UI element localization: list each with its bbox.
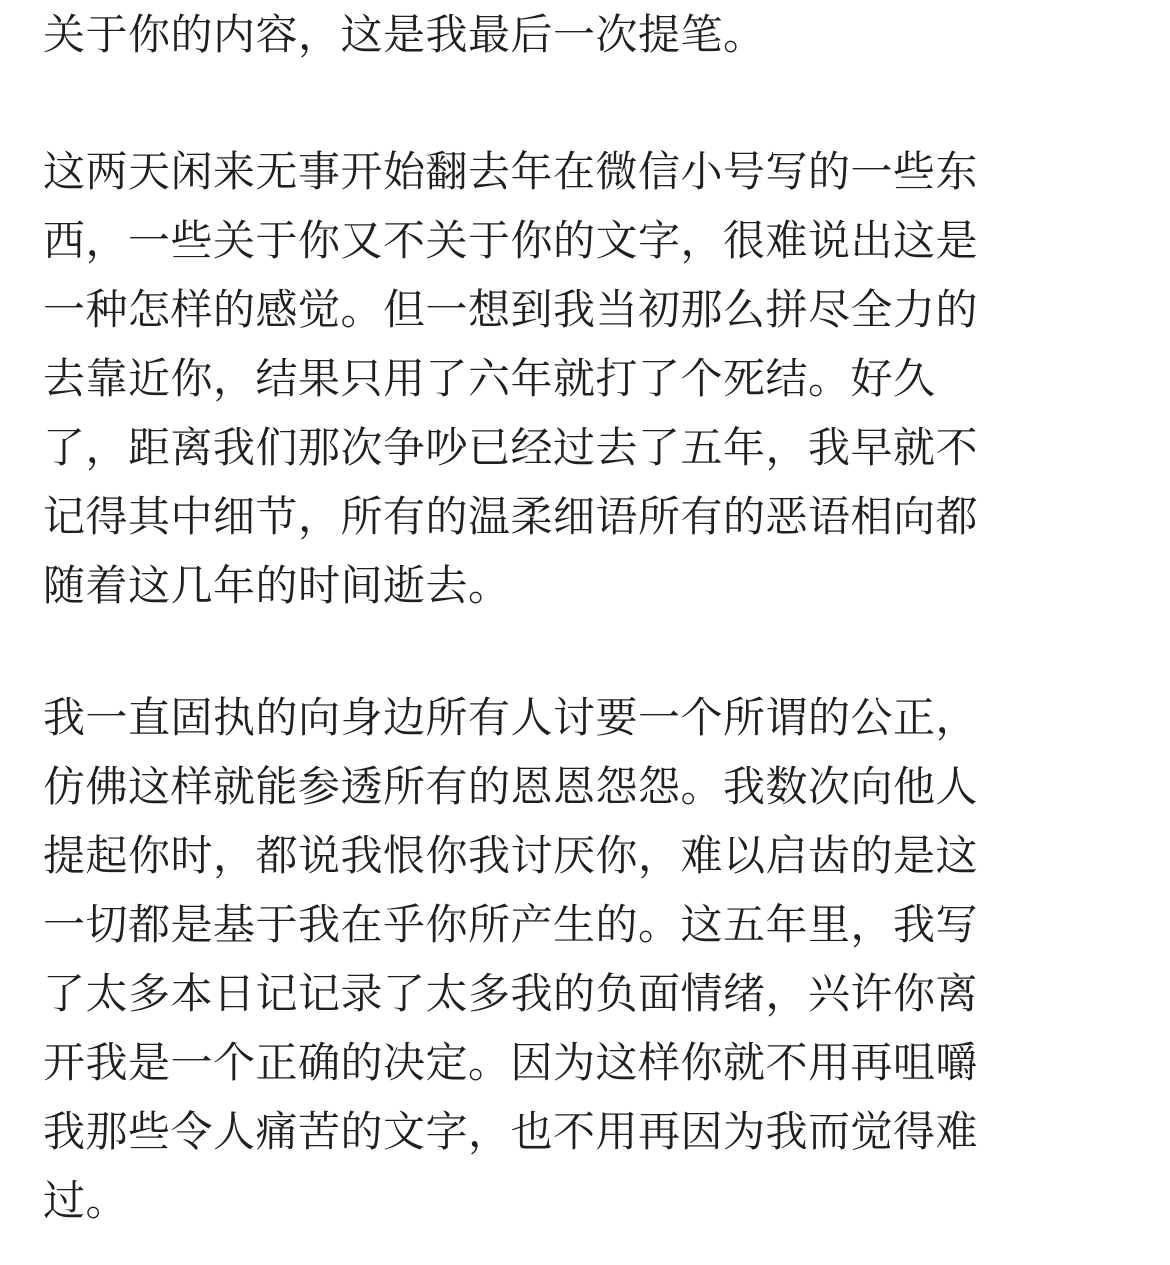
text-line: 开我是一个正确的决定。因为这样你就不用再咀嚼 bbox=[43, 1038, 979, 1087]
text-line: 一切都是基于我在乎你所产生的。这五年里，我写 bbox=[43, 900, 979, 949]
text-line: 了太多本日记记录了太多我的负面情绪，兴许你离 bbox=[43, 969, 979, 1018]
paragraph-2 bbox=[43, 137, 978, 620]
text-line: 西，一些关于你又不关于你的文字，很难说出这是 bbox=[43, 216, 979, 265]
article-body bbox=[43, 0, 1133, 1265]
text-line: 我那些令人痛苦的文字，也不用再因为我而觉得难 bbox=[43, 1107, 979, 1156]
text-line: 仿佛这样就能参透所有的恩恩怨怨。我数次向他人 bbox=[43, 762, 979, 811]
text-line: 提起你时，都说我恨你我讨厌你，难以启齿的是这 bbox=[43, 831, 979, 880]
paragraph-3 bbox=[43, 683, 978, 1235]
text-line: 我一直固执的向身边所有人讨要一个所谓的公正， bbox=[43, 693, 979, 742]
text-line: 去靠近你，结果只用了六年就打了个死结。好久 bbox=[43, 354, 936, 403]
text-line: 了，距离我们那次争吵已经过去了五年，我早就不 bbox=[43, 423, 979, 472]
text-line: 一种怎样的感觉。但一想到我当初那么拼尽全力的 bbox=[43, 285, 979, 334]
paragraph-1 bbox=[43, 0, 766, 69]
text-line: 这两天闲来无事开始翻去年在微信小号写的一些东 bbox=[43, 147, 979, 196]
text-line: 关于你的内容，这是我最后一次提笔。 bbox=[43, 10, 766, 59]
text-line: 过。 bbox=[43, 1176, 129, 1225]
text-line: 随着这几年的时间逝去。 bbox=[43, 561, 511, 610]
text-line: 记得其中细节，所有的温柔细语所有的恶语相向都 bbox=[43, 492, 979, 541]
